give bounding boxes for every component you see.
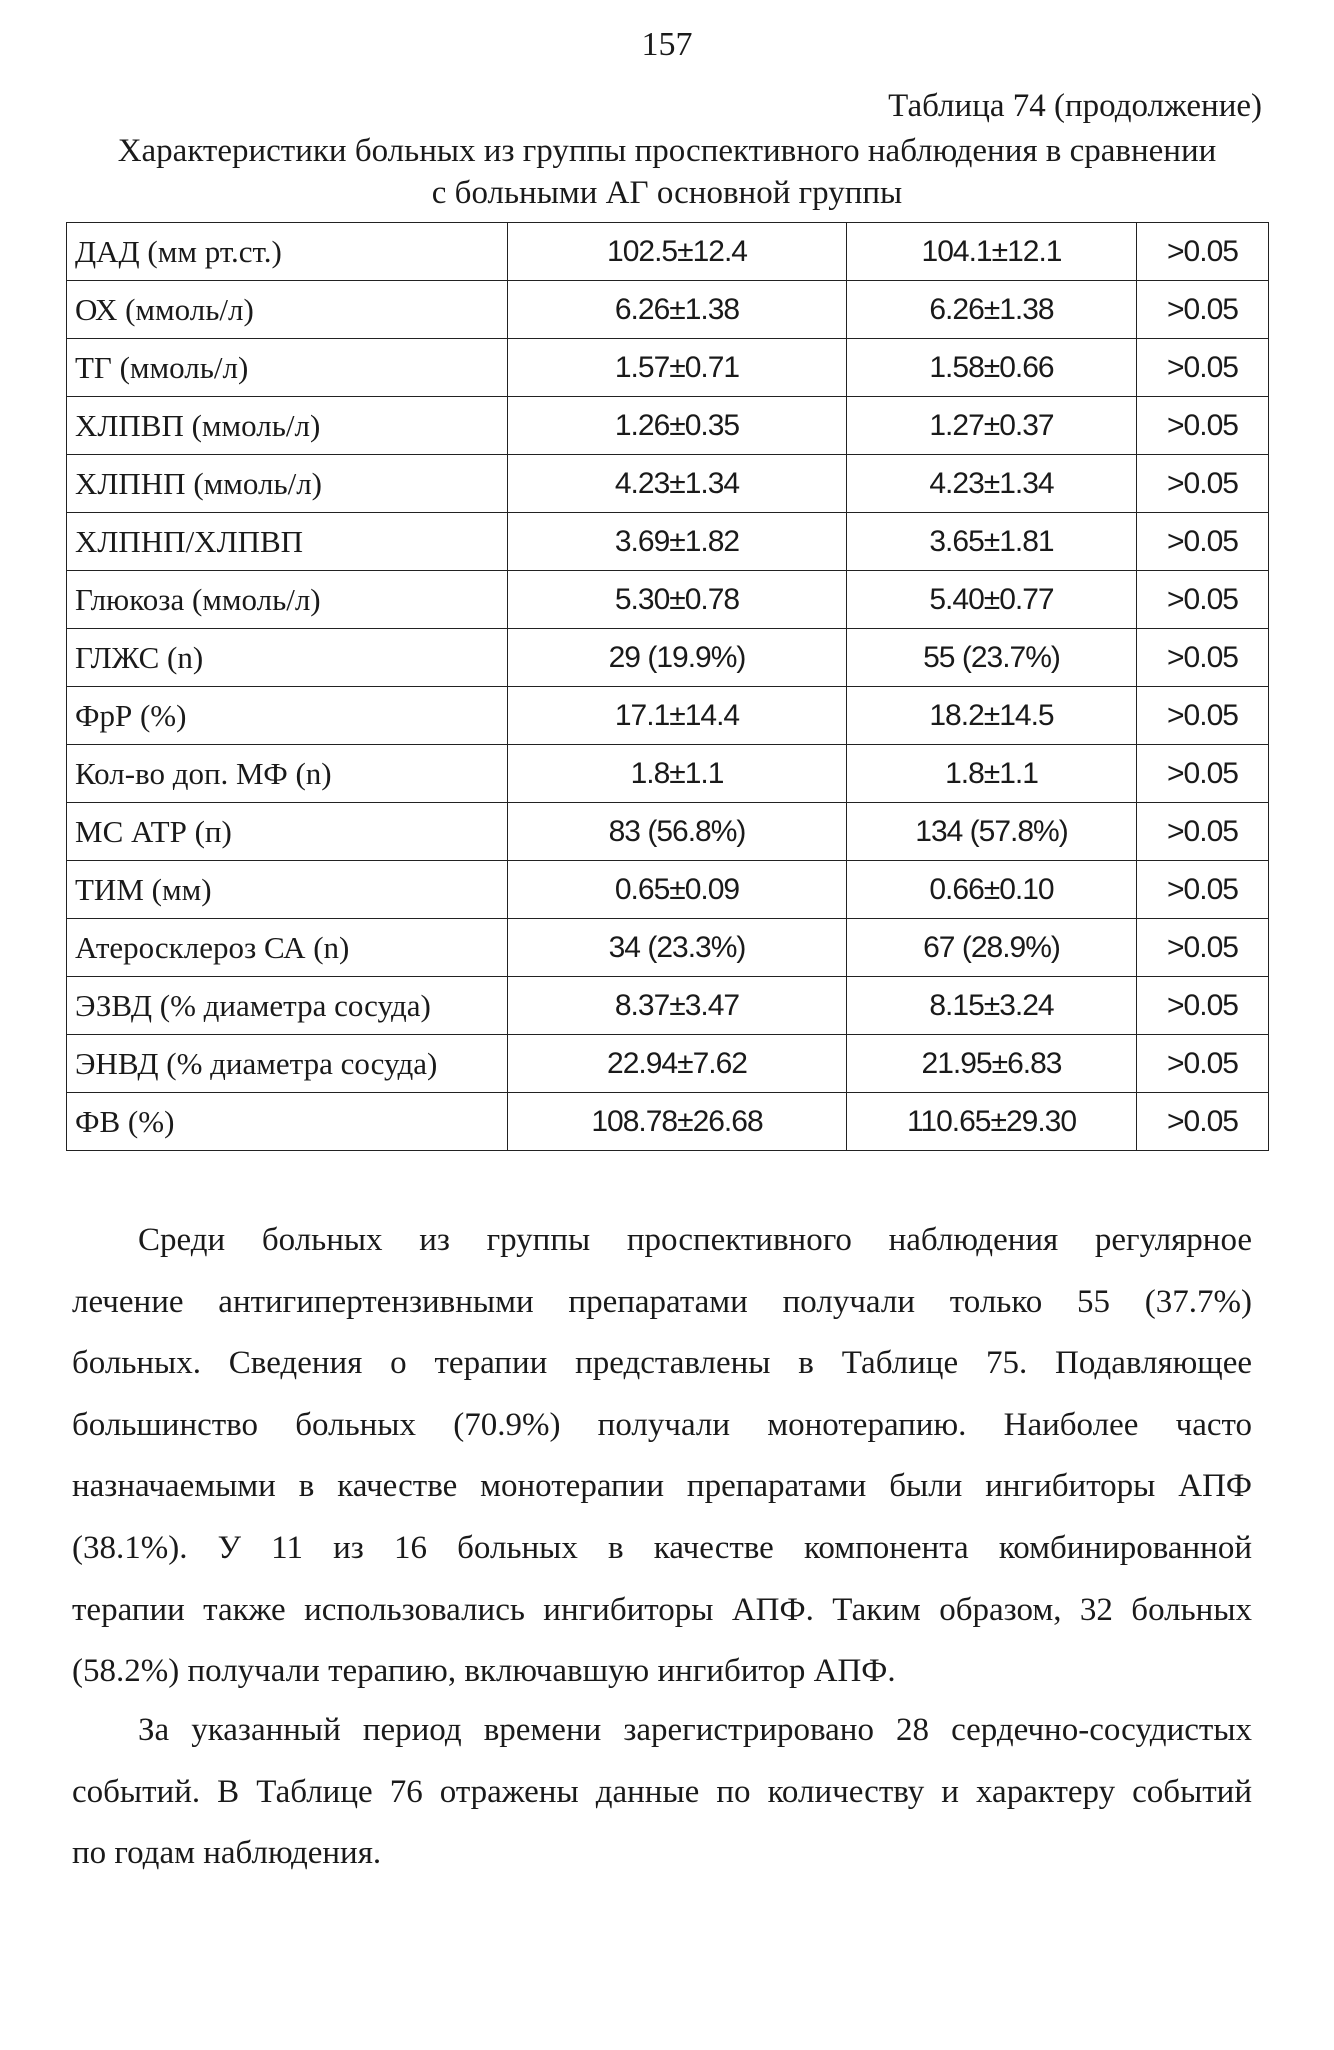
row-label-cell: ФрР (%) [67,687,508,745]
row-label-cell: ТГ (ммоль/л) [67,339,508,397]
row-label-cell: ФВ (%) [67,1093,508,1151]
row-label-cell: Кол-во доп. МФ (n) [67,745,508,803]
table-row [67,861,1269,919]
value-cell: 1.57±0.71 [508,339,847,397]
table-title [60,130,1274,214]
value-cell: 67 (28.9%) [847,919,1137,977]
p-value-cell: >0.05 [1137,687,1269,745]
table-row [67,397,1269,455]
p-value-cell: >0.05 [1137,571,1269,629]
value-cell: 34 (23.3%) [508,919,847,977]
table-row [67,919,1269,977]
row-label-cell: Глюкоза (ммоль/л) [67,571,508,629]
characteristics-table [66,222,1269,1151]
table-row [67,629,1269,687]
text-line: событий. В Таблице 76 отражены данные по количеству и характеру событий [72,1773,1252,1810]
p-value-cell: >0.05 [1137,1035,1269,1093]
value-cell: 4.23±1.34 [847,455,1137,513]
value-cell: 6.26±1.38 [847,281,1137,339]
row-label-cell: ЭНВД (% диаметра сосуда) [67,1035,508,1093]
value-cell: 1.27±0.37 [847,397,1137,455]
p-value-cell: >0.05 [1137,1093,1269,1151]
table-row [67,513,1269,571]
table-row [67,281,1269,339]
row-label-cell: ХЛПНП (ммоль/л) [67,455,508,513]
value-cell: 0.65±0.09 [508,861,847,919]
text-line: больных. Сведения о терапии представлены в Таблице 75. Подавляющее [72,1345,1252,1382]
table-title-line: Характеристики больных из группы проспективного наблюдения в сравнении [117,133,1217,169]
value-cell: 1.8±1.1 [847,745,1137,803]
p-value-cell: >0.05 [1137,223,1269,281]
row-label-cell: ГЛЖС (n) [67,629,508,687]
value-cell: 104.1±12.1 [847,223,1137,281]
text-line: по годам наблюдения. [72,1835,382,1872]
table-row [67,223,1269,281]
p-value-cell: >0.05 [1137,455,1269,513]
p-value-cell: >0.05 [1137,281,1269,339]
text-line: лечение антигипертензивными препаратами получали только 55 (37.7%) [72,1283,1252,1320]
value-cell: 55 (23.7%) [847,629,1137,687]
value-cell: 8.15±3.24 [847,977,1137,1035]
value-cell: 134 (57.8%) [847,803,1137,861]
value-cell: 29 (19.9%) [508,629,847,687]
table-row [67,803,1269,861]
value-cell: 0.66±0.10 [847,861,1137,919]
table-title-line: с больными АГ основной группы [431,175,903,211]
value-cell: 3.69±1.82 [508,513,847,571]
row-label-cell: ТИМ (мм) [67,861,508,919]
value-cell: 5.30±0.78 [508,571,847,629]
value-cell: 8.37±3.47 [508,977,847,1035]
table-row [67,1035,1269,1093]
table-body [67,223,1269,1151]
value-cell: 17.1±14.4 [508,687,847,745]
table-row [67,571,1269,629]
value-cell: 1.26±0.35 [508,397,847,455]
p-value-cell: >0.05 [1137,803,1269,861]
p-value-cell: >0.05 [1137,397,1269,455]
row-label-cell: ЭЗВД (% диаметра сосуда) [67,977,508,1035]
row-label-cell: МС АТР (п) [67,803,508,861]
p-value-cell: >0.05 [1137,745,1269,803]
value-cell: 22.94±7.62 [508,1035,847,1093]
value-cell: 3.65±1.81 [847,513,1137,571]
row-label-cell: ОХ (ммоль/л) [67,281,508,339]
table-row [67,977,1269,1035]
p-value-cell: >0.05 [1137,977,1269,1035]
page-number: 157 [641,26,693,63]
text-line: назначаемыми в качестве монотерапии препаратами были ингибиторы АПФ [72,1468,1252,1505]
text-line: большинство больных (70.9%) получали монотерапию. Наиболее часто [72,1406,1252,1443]
row-label-cell: ДАД (мм рт.ст.) [67,223,508,281]
value-cell: 108.78±26.68 [508,1093,847,1151]
p-value-cell: >0.05 [1137,861,1269,919]
value-cell: 6.26±1.38 [508,281,847,339]
row-label-cell: Атеросклероз СА (n) [67,919,508,977]
table-row [67,745,1269,803]
table-caption: Таблица 74 (продолжение) [888,88,1262,124]
row-label-cell: ХЛПВП (ммоль/л) [67,397,508,455]
value-cell: 102.5±12.4 [508,223,847,281]
table-row [67,687,1269,745]
text-line: Среди больных из группы проспективного наблюдения регулярное [138,1222,1252,1258]
value-cell: 1.58±0.66 [847,339,1137,397]
p-value-cell: >0.05 [1137,513,1269,571]
table-row [67,339,1269,397]
table-row [67,1093,1269,1151]
text-line: (58.2%) получали терапию, включавшую ингибитор АПФ. [72,1653,896,1690]
value-cell: 1.8±1.1 [508,745,847,803]
paragraph-therapy [72,1210,1252,1703]
value-cell: 21.95±6.83 [847,1035,1137,1093]
value-cell: 83 (56.8%) [508,803,847,861]
p-value-cell: >0.05 [1137,339,1269,397]
table-row [67,455,1269,513]
text-line: терапии также использовались ингибиторы АПФ. Таким образом, 32 больных [72,1591,1252,1628]
value-cell: 18.2±14.5 [847,687,1137,745]
value-cell: 110.65±29.30 [847,1093,1137,1151]
text-line: (38.1%). У 11 из 16 больных в качестве компонента комбинированной [72,1529,1252,1566]
value-cell: 4.23±1.34 [508,455,847,513]
p-value-cell: >0.05 [1137,919,1269,977]
p-value-cell: >0.05 [1137,629,1269,687]
text-line: За указанный период времени зарегистрировано 28 сердечно-сосудистых [138,1712,1252,1748]
value-cell: 5.40±0.77 [847,571,1137,629]
paragraph-events [72,1700,1252,1885]
row-label-cell: ХЛПНП/ХЛПВП [67,513,508,571]
